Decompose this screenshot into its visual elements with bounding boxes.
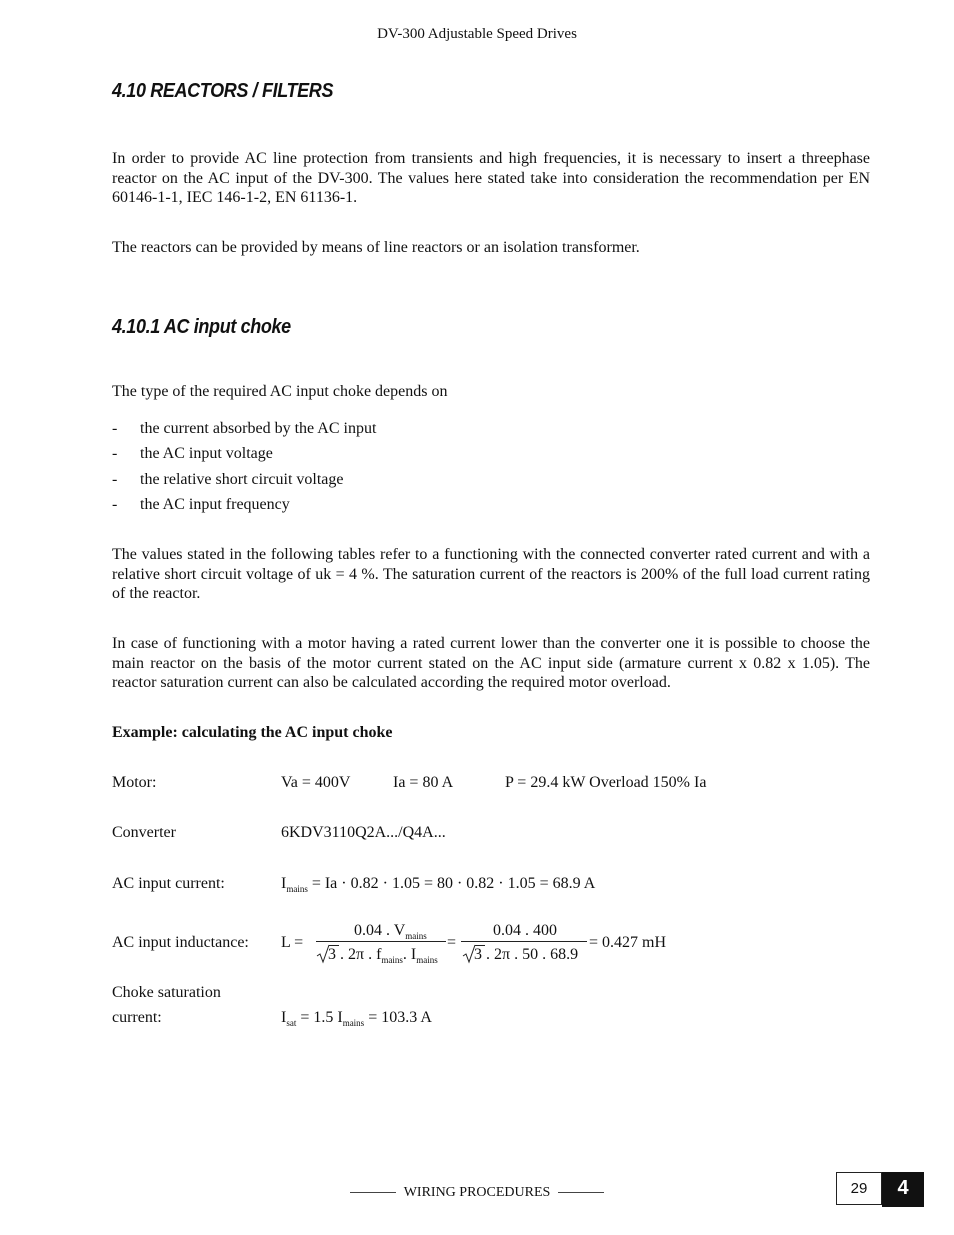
page-number: 29 <box>836 1172 882 1205</box>
saturation-subscript: sat <box>286 1018 297 1028</box>
running-header: DV-300 Adjustable Speed Drives <box>377 26 577 42</box>
current-formula <box>281 874 595 894</box>
bullet-marker: - <box>112 471 118 488</box>
saturation-label-line2: current: <box>112 1009 162 1026</box>
denominator-subscript: mains <box>381 955 403 965</box>
converter-label: Converter <box>112 824 176 841</box>
bullet-marker: - <box>112 445 118 462</box>
inductance-result: = 0.427 mH <box>589 934 667 951</box>
list-item-text: the current absorbed by the AC input <box>140 420 377 437</box>
saturation-label-line1: Choke saturation <box>112 984 221 1001</box>
depends-intro: The type of the required AC input choke depends on <box>112 383 448 400</box>
saturation-subscript-2: mains <box>342 1018 365 1028</box>
fraction1-bar <box>316 941 446 942</box>
values-paragraph: The values stated in the following tables refer to a functioning with the connected converter rated current and with a relative short circuit voltage of uk = 4 %. The saturation current of the reactors is 200% of the full load current rating of the reactor. <box>112 546 870 602</box>
section-title: 4.10 REACTORS / FILTERS <box>112 80 334 102</box>
reactors-paragraph: The reactors can be provided by means of line reactors or an isolation transformer. <box>112 239 640 256</box>
numerator-subscript: mains <box>405 931 427 941</box>
fraction1-denominator <box>328 945 438 965</box>
numerator-text: 0.04 . V <box>354 922 406 939</box>
bullet-marker: - <box>112 420 118 437</box>
denominator-text: 3 . 2π . f <box>328 946 382 963</box>
saturation-expression: = 1.5 I <box>296 1009 343 1026</box>
chapter-tab: 4 <box>882 1172 924 1207</box>
motor-ia: Ia = 80 A <box>393 774 454 791</box>
footer-text: WIRING PROCEDURES <box>403 1185 551 1200</box>
list-item-text: the relative short circuit voltage <box>140 471 344 488</box>
current-symbol: I <box>281 875 287 892</box>
saturation-symbol: I <box>281 1009 287 1026</box>
equals-sign: = <box>447 934 457 951</box>
denominator-subscript-2: mains <box>416 955 438 965</box>
fraction2-bar <box>461 941 587 942</box>
saturation-result: = 103.3 A <box>364 1009 432 1026</box>
fraction2-numerator: 0.04 . 400 <box>493 922 557 939</box>
motor-paragraph: In case of functioning with a motor having a rated current lower than the converter one it is possible to choose the main reactor on the basis of the motor current stated on the AC input side (armature current x 0.82 x 1.05). The reactor saturation current can also be calculated according the required motor overload. <box>112 635 870 691</box>
motor-va: Va = 400V <box>281 774 351 791</box>
denominator-text-2: . I <box>402 946 417 963</box>
inductance-label: AC input inductance: <box>112 934 249 951</box>
list-item-text: the AC input voltage <box>140 445 273 462</box>
current-label: AC input current: <box>112 875 225 892</box>
intro-paragraph: In order to provide AC line protection from transients and high frequencies, it is necessary to insert a threephase reactor on the AC input of the DV-300. The values here stated take into consideration the recommendation per EN 60146-1-1, IEC 146-1-2, EN 61136-1. <box>112 150 870 206</box>
saturation-formula <box>281 1008 432 1028</box>
motor-label: Motor: <box>112 774 157 791</box>
converter-value: 6KDV3110Q2A.../Q4A... <box>281 824 446 841</box>
footer <box>0 1183 954 1203</box>
current-subscript: mains <box>286 884 308 894</box>
fraction2-denominator: 3 . 2π . 50 . 68.9 <box>474 946 579 963</box>
example-title: Example: calculating the AC input choke <box>112 724 393 741</box>
motor-power: P = 29.4 kW Overload 150% Ia <box>505 774 707 791</box>
list-item-text: the AC input frequency <box>140 496 290 513</box>
bullet-marker: - <box>112 496 118 513</box>
subsection-title: 4.10.1 AC input choke <box>112 316 291 338</box>
inductance-symbol: L = <box>281 934 304 951</box>
footer-rule-left <box>350 1192 396 1193</box>
fraction1-numerator <box>354 921 427 941</box>
footer-rule-right <box>558 1192 604 1193</box>
current-expression: = Ia · 0.82 · 1.05 = 80 · 0.82 · 1.05 = 68.9 A <box>307 875 596 892</box>
